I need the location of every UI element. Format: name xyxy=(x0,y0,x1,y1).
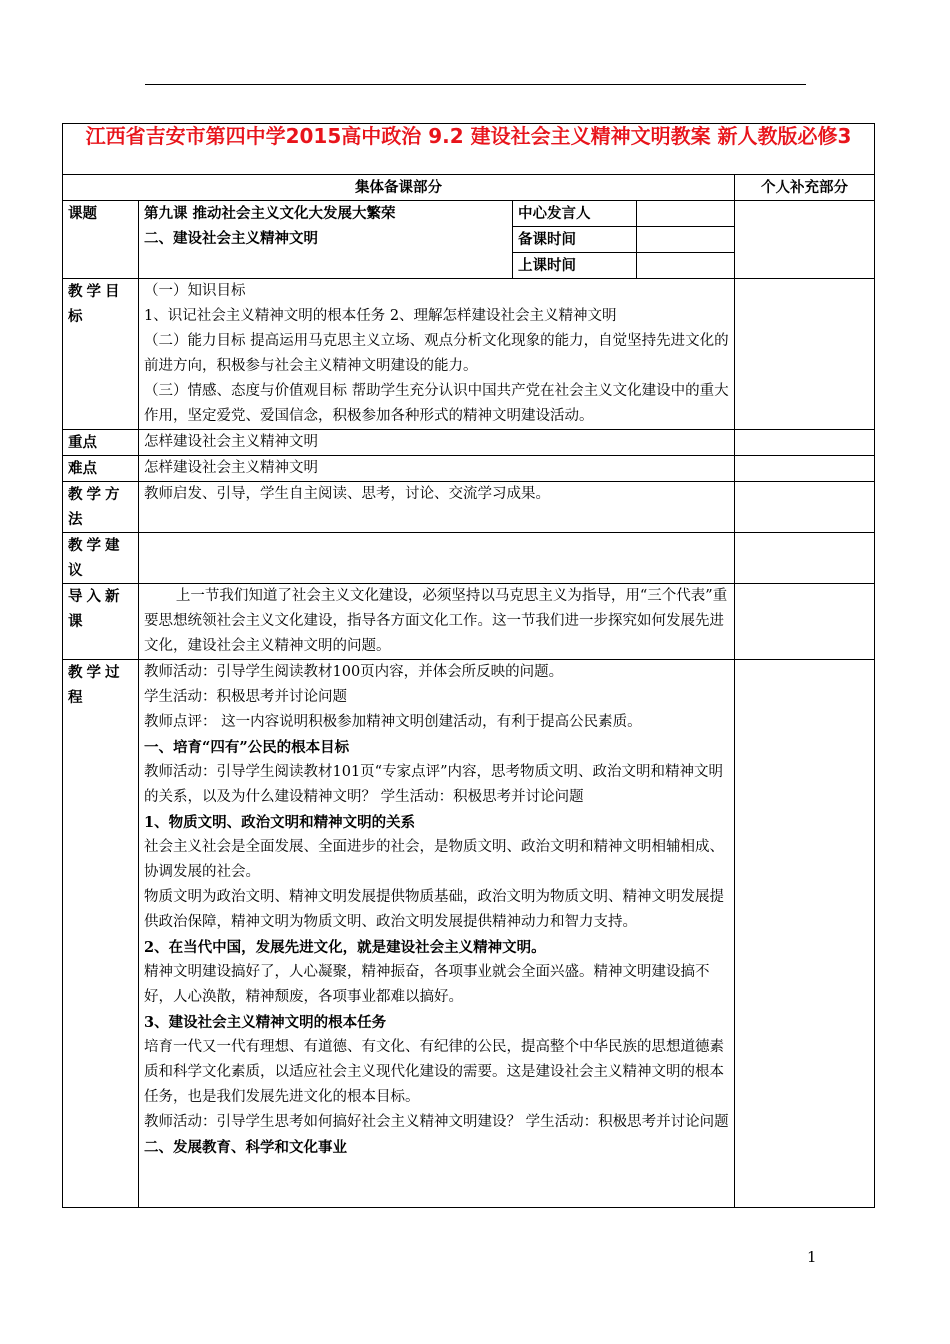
lesson-plan-table xyxy=(62,123,875,1208)
personal-suggestions-cell xyxy=(735,533,875,584)
process-paragraph: 教师活动：引导学生阅读教材100页内容，并体会所反映的问题。 xyxy=(144,664,564,680)
topic-label: 课题 xyxy=(63,201,139,279)
page-number: 1 xyxy=(807,1248,817,1266)
personal-objectives-cell xyxy=(735,279,875,430)
objectives-content xyxy=(139,279,735,430)
suggestions-label: 教学建议 xyxy=(63,533,139,584)
key-point-text: 怎样建设社会主义精神文明 xyxy=(139,430,735,456)
process-heading: 2、在当代中国，发展先进文化，就是建设社会主义精神文明。 xyxy=(144,939,546,956)
difficulty-text: 怎样建设社会主义精神文明 xyxy=(139,456,735,482)
personal-intro-cell xyxy=(735,584,875,660)
difficulty-label: 难点 xyxy=(63,456,139,482)
process-heading: 3、建设社会主义精神文明的根本任务 xyxy=(144,1014,387,1031)
topic-content xyxy=(139,201,513,279)
topic-line-1: 第九课 推动社会主义文化大发展大繁荣 xyxy=(144,205,396,222)
class-time-label: 上课时间 xyxy=(513,253,637,279)
class-time-value xyxy=(637,253,735,279)
prep-time-label: 备课时间 xyxy=(513,227,637,253)
objectives-line: （一）知识目标 xyxy=(144,283,246,299)
personal-key-point-cell xyxy=(735,430,875,456)
intro-text: 上一节我们知道了社会主义文化建设，必须坚持以马克思主义为指导，用“三个代表”重要思想统领社会主义文化建设，指导各方面文化工作。这一节我们进一步探究如何发展先进文化，建设社会主义精神文明的问题。 xyxy=(139,584,735,660)
process-label: 教学过程 xyxy=(63,660,139,1208)
process-paragraph: 学生活动：积极思考并讨论问题 xyxy=(144,689,347,705)
process-paragraph: 物质文明为政治文明、精神文明发展提供物质基础，政治文明为物质文明、精神文明发展提供政治保障，精神文明为物质文明、政治文明发展提供精神动力和智力支持。 xyxy=(144,889,724,930)
objectives-line: （二）能力目标 提高运用马克思主义立场、观点分析文化现象的能力，自觉坚持先进文化的前进方向，积极参与社会主义精神文明建设的能力。 xyxy=(144,333,729,374)
document-title: 江西省吉安市第四中学2015高中政治 9.2 建设社会主义精神文明教案 新人教版必修3 xyxy=(63,124,875,175)
process-paragraph: 教师点评： 这一内容说明积极参加精神文明创建活动，有利于提高公民素质。 xyxy=(144,714,642,730)
group-section-header: 集体备课部分 xyxy=(63,175,735,201)
topic-line-2: 二、建设社会主义精神文明 xyxy=(144,230,318,247)
methods-label: 教学方法 xyxy=(63,482,139,533)
personal-section-header: 个人补充部分 xyxy=(735,175,875,201)
process-paragraph: 教师活动：引导学生阅读教材101页“专家点评”内容，思考物质文明、政治文明和精神文明的关系，以及为什么建设精神文明？ 学生活动：积极思考并讨论问题 xyxy=(144,764,723,805)
key-point-label: 重点 xyxy=(63,430,139,456)
personal-topic-cell xyxy=(735,201,875,279)
process-paragraph: 精神文明建设搞好了，人心凝聚，精神振奋，各项事业就会全面兴盛。精神文明建设搞不好，人心涣散，精神颓废，各项事业都难以搞好。 xyxy=(144,964,710,1005)
personal-process-cell xyxy=(735,660,875,1208)
process-heading: 1、物质文明、政治文明和精神文明的关系 xyxy=(144,814,416,831)
objectives-label: 教学目标 xyxy=(63,279,139,430)
process-paragraph: 社会主义社会是全面发展、全面进步的社会，是物质文明、政治文明和精神文明相辅相成、协调发展的社会。 xyxy=(144,839,724,880)
personal-methods-cell xyxy=(735,482,875,533)
suggestions-text xyxy=(139,533,735,584)
personal-difficulty-cell xyxy=(735,456,875,482)
process-paragraph: 教师活动：引导学生思考如何搞好社会主义精神文明建设？ 学生活动：积极思考并讨论问题 xyxy=(144,1114,729,1130)
intro-label: 导入新课 xyxy=(63,584,139,660)
speaker-label: 中心发言人 xyxy=(513,201,637,227)
process-heading: 二、发展教育、科学和文化事业 xyxy=(144,1139,347,1156)
speaker-value xyxy=(637,201,735,227)
objectives-line: 1、识记社会主义精神文明的根本任务 2、理解怎样建设社会主义精神文明 xyxy=(144,308,617,324)
process-heading: 一、培育“四有”公民的根本目标 xyxy=(144,739,350,756)
process-paragraph: 培育一代又一代有理想、有道德、有文化、有纪律的公民，提高整个中华民族的思想道德素质和科学文化素质，以适应社会主义现代化建设的需要。这是建设社会主义精神文明的根本任务，也是我们发展先进文化的根本目标。 xyxy=(144,1039,724,1105)
prep-time-value xyxy=(637,227,735,253)
objectives-line: （三）情感、态度与价值观目标 帮助学生充分认识中国共产党在社会主义文化建设中的重大作用，坚定爱党、爱国信念，积极参加各种形式的精神文明建设活动。 xyxy=(144,383,729,424)
header-rule xyxy=(145,84,806,85)
methods-text: 教师启发、引导，学生自主阅读、思考，讨论、交流学习成果。 xyxy=(139,482,735,533)
process-content xyxy=(139,660,735,1208)
